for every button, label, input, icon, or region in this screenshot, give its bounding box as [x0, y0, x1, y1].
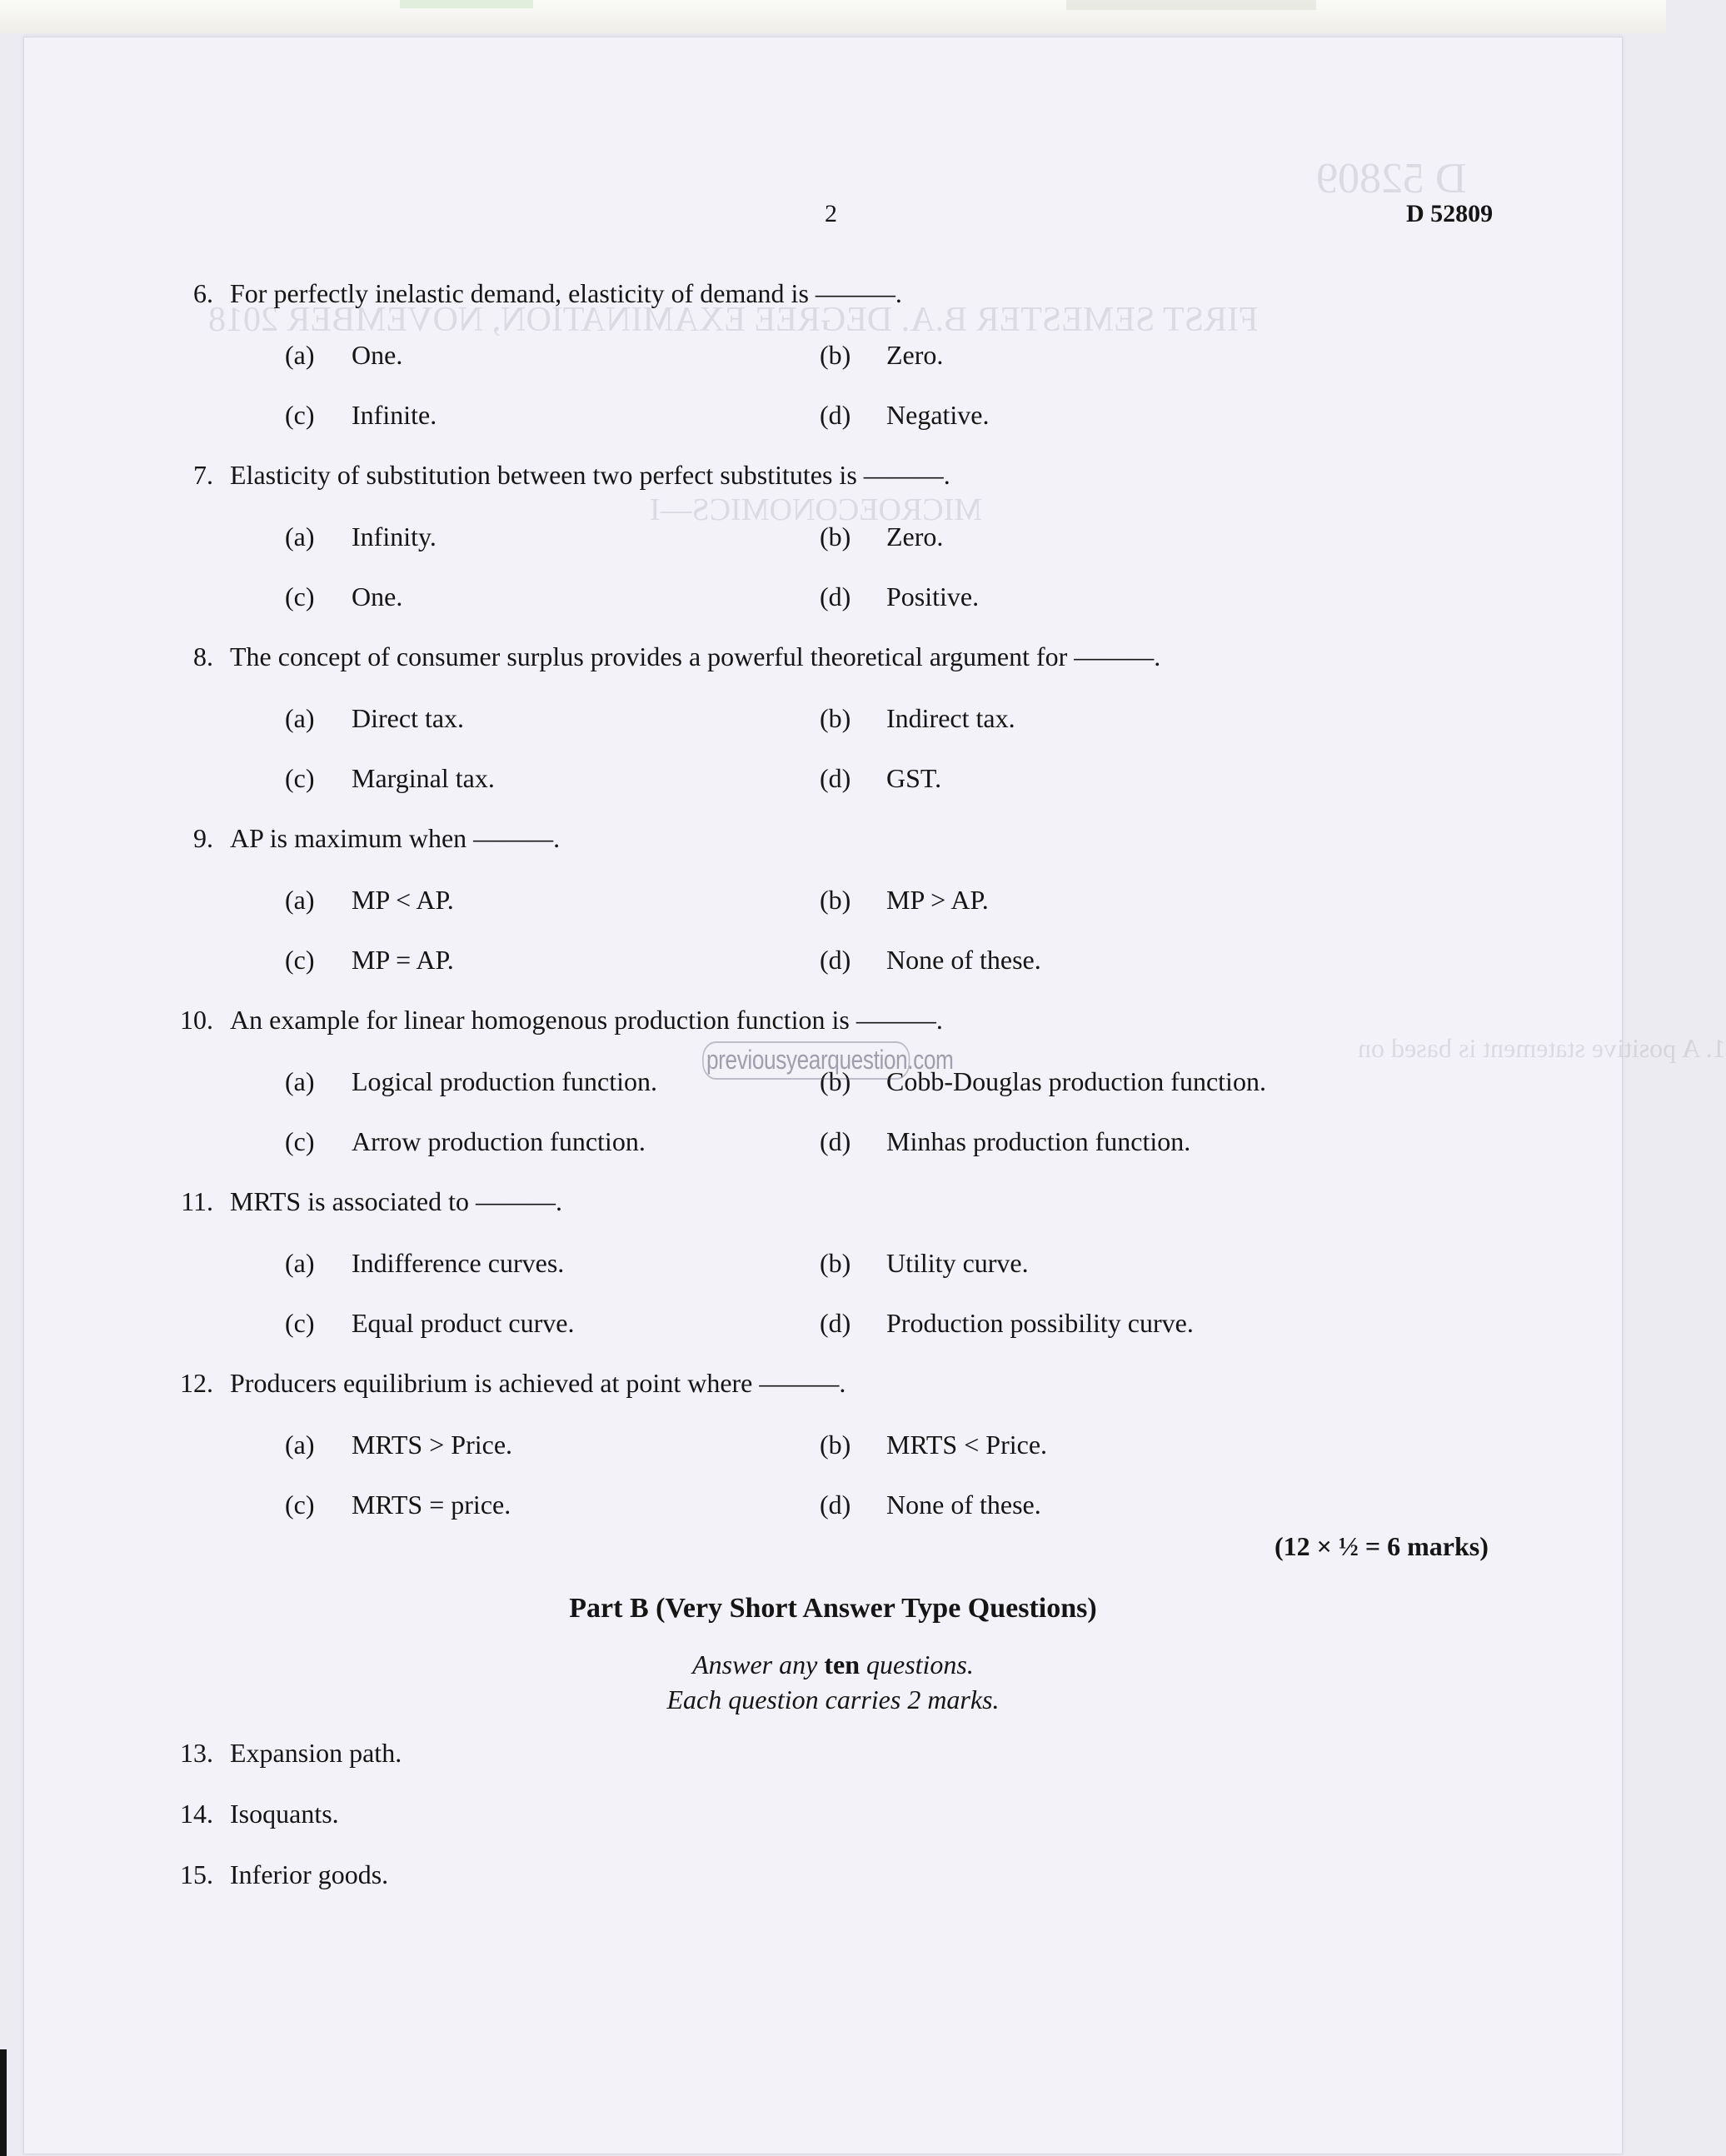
option-d: [820, 945, 1041, 976]
option-label: (d): [820, 400, 851, 430]
option-label: (d): [820, 945, 851, 975]
question-text: Isoquants.: [230, 1799, 339, 1829]
part-b-instruction: Answer any ten questions.: [692, 1649, 974, 1679]
option-text: Zero.: [886, 340, 944, 370]
option-text: Marginal tax.: [352, 763, 495, 793]
option-a: [285, 1248, 564, 1279]
option-c: [285, 581, 402, 612]
option-label: (b): [820, 1430, 851, 1460]
question-text: Expansion path.: [230, 1738, 402, 1768]
option-label: (b): [820, 703, 851, 733]
option-text: MRTS < Price.: [886, 1430, 1048, 1460]
bleed-through-decoration: D 52809: [1316, 155, 1467, 202]
option-label: (d): [820, 1308, 851, 1338]
option-label: (c): [285, 763, 315, 793]
bleed-through-decoration: FIRST SEMESTER B.A. DEGREE EXAMINATION, NOVEMBER 2018: [208, 301, 1259, 339]
option-text: MRTS > Price.: [352, 1430, 513, 1460]
question-text: AP is maximum when ———.: [230, 823, 561, 853]
part-b-instruction-line2: Each question carries 2 marks.: [666, 1684, 1000, 1714]
option-text: Arrow production function.: [352, 1126, 646, 1156]
option-label: (c): [285, 945, 315, 975]
option-text: Logical production function.: [352, 1066, 658, 1096]
option-b: [820, 522, 943, 552]
option-label: (a): [285, 703, 315, 733]
option-text: Minhas production function.: [886, 1126, 1191, 1156]
option-label: (d): [820, 1126, 851, 1156]
question-number: 6.: [193, 278, 213, 308]
option-label: (a): [285, 885, 315, 915]
option-d: [820, 1126, 1190, 1157]
bleed-through-decoration: MICROECONOMICS—I: [650, 492, 983, 527]
option-label: (b): [820, 885, 851, 915]
option-label: (b): [820, 1066, 851, 1096]
question-text: For perfectly inelastic demand, elasticity of demand is ———.: [230, 278, 902, 308]
option-text: Zero.: [886, 522, 944, 551]
part-a-marks: (12 × ½ = 6 marks): [1275, 1531, 1489, 1561]
option-b: [820, 885, 989, 916]
option-d: [820, 763, 941, 794]
option-text: MP < AP.: [352, 885, 454, 915]
option-c: [285, 1308, 574, 1339]
paper-code: D 52809: [1406, 200, 1494, 227]
question-number: 9.: [193, 823, 213, 853]
option-label: (a): [285, 1430, 315, 1460]
option-a: [285, 885, 454, 916]
option-label: (d): [820, 763, 851, 793]
question-number: 10.: [180, 1005, 213, 1035]
question-text: The concept of consumer surplus provides a powerful theoretical argument for ———.: [230, 641, 1161, 671]
question-number: 12.: [180, 1368, 213, 1398]
question-text: Inferior goods.: [230, 1859, 389, 1889]
watermark: previousyearquestion.com: [706, 1045, 953, 1076]
question-number: 8.: [193, 641, 213, 671]
option-d: [820, 581, 979, 612]
option-text: MRTS = price.: [352, 1490, 511, 1520]
question-text: MRTS is associated to ———.: [230, 1186, 562, 1216]
option-text: Negative.: [886, 400, 990, 430]
option-text: Indirect tax.: [886, 703, 1015, 733]
question-number: 15.: [180, 1859, 213, 1889]
page-number: 2: [825, 200, 837, 227]
option-text: Utility curve.: [886, 1248, 1029, 1278]
option-a: [285, 1066, 657, 1097]
option-text: Infinity.: [352, 522, 436, 551]
option-a: [285, 1430, 512, 1460]
option-label: (c): [285, 1308, 315, 1338]
option-c: [285, 400, 436, 431]
option-label: (d): [820, 581, 851, 611]
question-number: 11.: [181, 1186, 213, 1216]
question-text: An example for linear homogenous production function is ———.: [230, 1005, 943, 1035]
option-label: (b): [820, 1248, 851, 1278]
option-a: [285, 703, 464, 734]
option-text: Indifference curves.: [352, 1248, 565, 1278]
option-text: GST.: [886, 763, 942, 793]
part-b-title: Part B (Very Short Answer Type Questions): [569, 1593, 1097, 1624]
option-text: Positive.: [886, 581, 980, 611]
option-c: [285, 1126, 646, 1157]
option-c: [285, 1490, 511, 1520]
option-text: One.: [352, 581, 403, 611]
question-number: 7.: [193, 460, 213, 490]
option-label: (d): [820, 1490, 851, 1520]
scan-edge: [0, 2049, 7, 2156]
option-c: [285, 945, 454, 976]
option-label: (a): [285, 340, 315, 370]
question-number: 13.: [180, 1738, 213, 1768]
option-label: (a): [285, 1248, 315, 1278]
scan-top-strip: [0, 0, 1666, 33]
option-text: Cobb-Douglas production function.: [886, 1066, 1266, 1096]
option-text: None of these.: [886, 1490, 1041, 1520]
option-d: [820, 1490, 1041, 1520]
option-label: (b): [820, 340, 851, 370]
option-label: (b): [820, 522, 851, 551]
question-number: 14.: [180, 1799, 213, 1829]
option-text: MP > AP.: [886, 885, 989, 915]
option-label: (c): [285, 400, 315, 430]
option-d: [820, 400, 990, 431]
bleed-through-decoration: 1. A positive statement is based on: [1358, 1033, 1726, 1063]
option-text: MP = AP.: [352, 945, 454, 975]
option-b: [820, 703, 1015, 734]
option-d: [820, 1308, 1194, 1339]
option-text: None of these.: [886, 945, 1041, 975]
option-label: (c): [285, 581, 315, 611]
option-a: [285, 340, 402, 371]
option-label: (c): [285, 1490, 315, 1520]
option-b: [820, 1248, 1029, 1279]
option-a: [285, 522, 436, 552]
question-text: Producers equilibrium is achieved at point where ———.: [230, 1368, 846, 1398]
option-label: (a): [285, 1066, 315, 1096]
option-text: Direct tax.: [352, 703, 465, 733]
option-b: [820, 1430, 1047, 1460]
question-text: Elasticity of substitution between two perfect substitutes is ———.: [230, 460, 950, 490]
option-label: (a): [285, 522, 315, 551]
option-text: Production possibility curve.: [886, 1308, 1194, 1338]
option-text: Equal product curve.: [352, 1308, 575, 1338]
option-text: Infinite.: [352, 400, 437, 430]
option-c: [285, 763, 495, 794]
option-text: One.: [352, 340, 403, 370]
option-b: [820, 340, 943, 371]
option-label: (c): [285, 1126, 315, 1156]
